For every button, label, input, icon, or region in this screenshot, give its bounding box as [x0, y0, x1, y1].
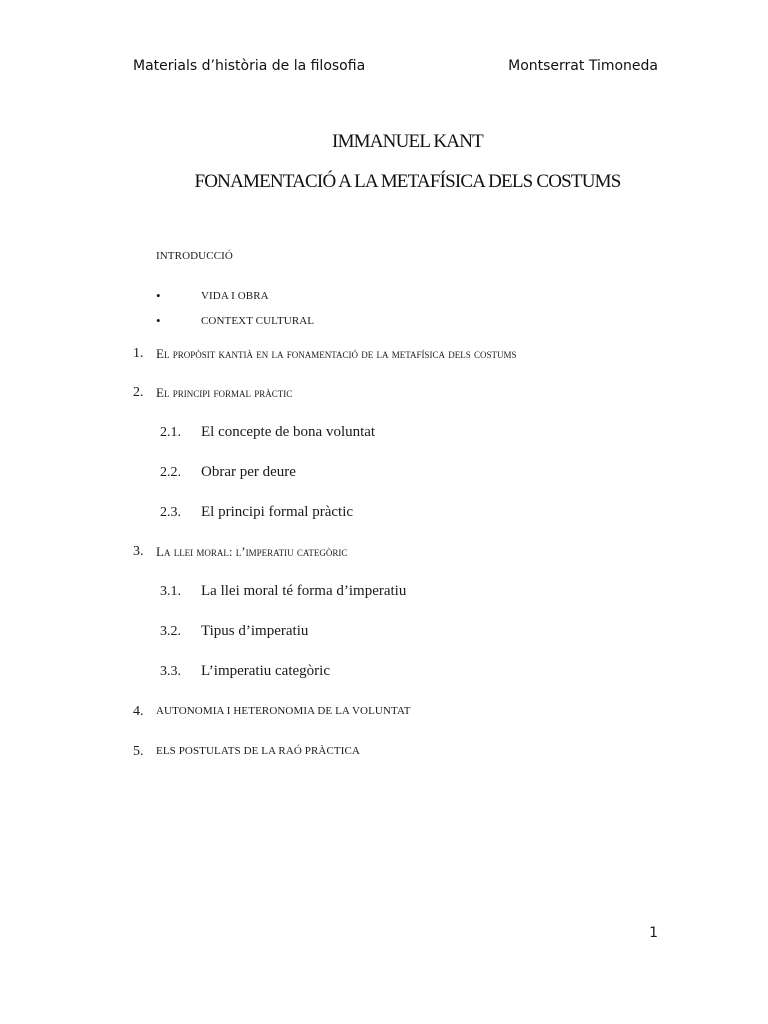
subsection-number: 2.1.	[160, 425, 181, 440]
section-number: 2.	[133, 385, 144, 400]
section-heading: La llei moral: l’imperatiu categòric	[156, 544, 348, 559]
intro-bullet-item: VIDA I OBRA	[201, 290, 269, 302]
running-header-right: Montserrat Timoneda	[508, 58, 658, 74]
author-title: IMMANUEL KANT	[332, 131, 483, 152]
section-number: 4.	[133, 704, 144, 719]
subsection-title: Obrar per deure	[201, 464, 296, 480]
subsection-title: L’imperatiu categòric	[201, 663, 330, 679]
subsection-number: 2.3.	[160, 505, 181, 520]
running-header-left: Materials d’història de la filosofia	[133, 58, 366, 74]
section-number: 1.	[133, 346, 144, 361]
subsection-number: 2.2.	[160, 465, 181, 480]
section-heading: El propòsit kantià en la fonamentació de la metafísica dels costums	[156, 346, 517, 361]
bullet-icon: •	[156, 313, 161, 328]
subsection-title: Tipus d’imperatiu	[201, 623, 309, 639]
section-heading: ELS POSTULATS DE LA RAÓ PRÀCTICA	[156, 745, 360, 757]
page-number: 1	[649, 925, 658, 941]
section-number: 3.	[133, 544, 144, 559]
subsection-number: 3.1.	[160, 584, 181, 599]
bullet-icon: •	[156, 288, 161, 303]
intro-label: INTRODUCCIÓ	[156, 250, 233, 262]
section-heading: AUTONOMIA I HETERONOMIA DE LA VOLUNTAT	[156, 705, 411, 717]
subsection-title: El concepte de bona voluntat	[201, 424, 376, 440]
section-number: 5.	[133, 744, 144, 759]
subsection-title: El principi formal pràctic	[201, 504, 354, 520]
subsection-number: 3.3.	[160, 664, 181, 679]
intro-bullet-item: CONTEXT CULTURAL	[201, 315, 315, 327]
subsection-title: La llei moral té forma d’imperatiu	[201, 583, 407, 599]
work-title: FONAMENTACIÓ A LA METAFÍSICA DELS COSTUMS	[194, 171, 621, 192]
section-heading: El principi formal pràctic	[156, 385, 293, 400]
subsection-number: 3.2.	[160, 624, 181, 639]
